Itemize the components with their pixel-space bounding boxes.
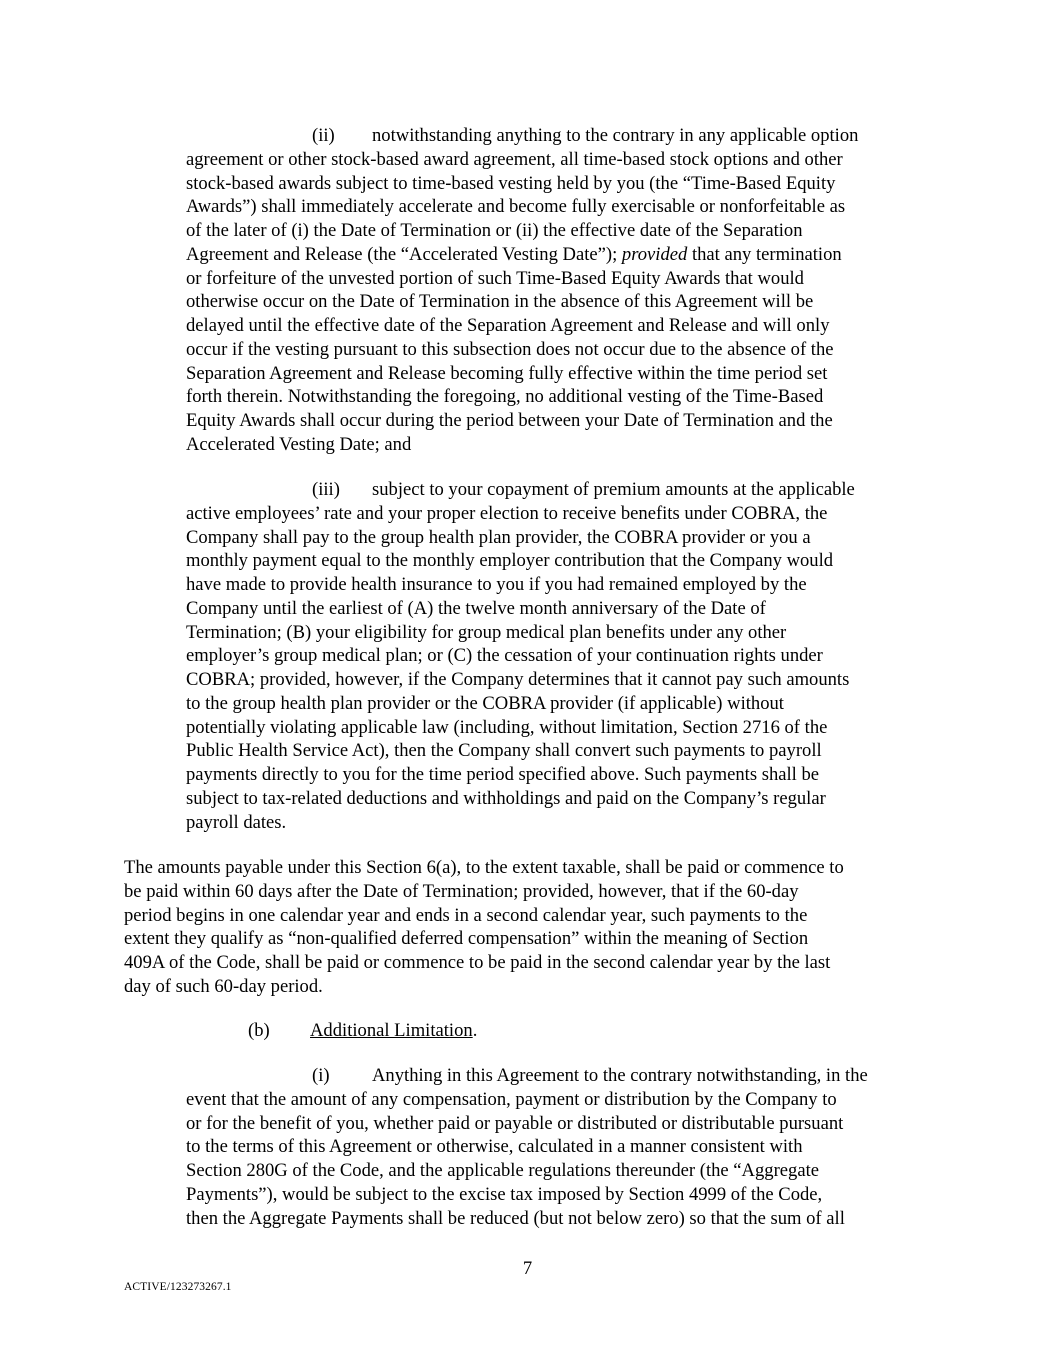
paragraph-line: stock-based awards subject to time-based vesting held by you (the “Time-Based Equity [186,172,836,194]
paragraph-payment-timing [124,856,930,999]
paragraph-line: Section 280G of the Code, and the applicable regulations thereunder (the “Aggregate [186,1160,819,1181]
paragraph-line: Company shall pay to the group health plan provider, the COBRA provider or you a [186,526,811,548]
paragraph-line: of the later of (i) the Date of Termination or (ii) the effective date of the Separation [186,220,803,241]
paragraph-line: or for the benefit of you, whether paid or payable or distributed or distributable pursuant [186,1112,844,1134]
clause-number: (iii) [312,479,340,500]
paragraph-line: employer’s group medical plan; or (C) the cessation of your continuation rights under [186,645,823,667]
paragraph-line: potentially violating applicable law (including, without limitation, Section 2716 of the [186,716,828,738]
paragraph-line: to the group health plan provider or the COBRA provider (if applicable) without [186,692,784,714]
paragraph-line: active employees’ rate and your proper election to receive benefits under COBRA, the [186,502,828,524]
paragraph-line: COBRA; provided, however, if the Company determines that it cannot pay such amounts [186,669,850,690]
paragraph-line: day of such 60-day period. [124,975,323,997]
clause-number: (ii) [312,125,335,146]
paragraph-line: agreement or other stock-based award agreement, all time-based stock options and other [186,148,843,170]
page-number: 7 [522,1258,533,1279]
italic-provided: provided [621,243,688,265]
paragraph-line: event that the amount of any compensation, payment or distribution by the Company to [186,1088,837,1110]
paragraph-line: The amounts payable under this Section 6(a), to the extent taxable, shall be paid or commence to [124,857,844,878]
paragraph-line: Equity Awards shall occur during the period between your Date of Termination and the [186,410,833,431]
paragraph-a-ii [186,124,930,457]
paragraph-line: monthly payment equal to the monthly employer contribution that the Company would [186,550,834,572]
paragraph-line: extent they qualify as “non-qualified deferred compensation” within the meaning of Section [124,928,809,950]
paragraph-line: (iii) subject to your copayment of premium amounts at the applicable [312,479,855,500]
paragraph-line: (ii) notwithstanding anything to the contrary in any applicable option [312,125,859,146]
clause-number: (i) [312,1065,330,1086]
clause-number: (b) [248,1020,270,1041]
paragraph-line: (i) Anything in this Agreement to the contrary notwithstanding, in the [312,1065,868,1086]
paragraph-a-iii [186,478,930,834]
paragraph-line: subject to tax-related deductions and withholdings and paid on the Company’s regular [186,787,826,809]
paragraph-line: payments directly to you for the time period specified above. Such payments shall be [186,764,820,785]
document-id: ACTIVE/123273267.1 [124,1281,232,1293]
paragraph-line: have made to provide health insurance to you if you had remained employed by the [186,574,807,595]
paragraph-line: 409A of the Code, shall be paid or commence to be paid in the second calendar year by the last [124,952,831,973]
paragraph-line: period begins in one calendar year and ends in a second calendar year, such payments to the [124,904,808,926]
paragraph-b-i [186,1064,930,1230]
paragraph-line: otherwise occur on the Date of Termination in the absence of this Agreement will be [186,291,814,313]
paragraph-line: Payments”), would be subject to the excise tax imposed by Section 4999 of the Code, [186,1183,823,1205]
paragraph-line: Agreement and Release (the “Accelerated Vesting Date”); provided that any termination [186,243,842,265]
paragraph-line: then the Aggregate Payments shall be reduced (but not below zero) so that the sum of all [186,1207,845,1229]
paragraph-line: to the terms of this Agreement or otherwise, calculated in a manner consistent with [186,1136,803,1158]
paragraph-line: Public Health Service Act), then the Company shall convert such payments to payroll [186,740,822,762]
paragraph-line: Awards”) shall immediately accelerate and become fully exercisable or nonforfeitable as [186,196,846,218]
paragraph-line: Separation Agreement and Release becoming fully effective within the time period set [186,362,828,384]
paragraph-line: occur if the vesting pursuant to this subsection does not occur due to the absence of the [186,338,834,360]
section-b-heading: (b) Additional Limitation. [248,1020,478,1041]
paragraph-line: Accelerated Vesting Date; and [186,433,412,455]
paragraph-line: or forfeiture of the unvested portion of such Time-Based Equity Awards that would [186,267,804,289]
paragraph-line: delayed until the effective date of the Separation Agreement and Release and will only [186,315,830,336]
paragraph-line: be paid within 60 days after the Date of Termination; provided, however, that if the 60-day [124,880,799,902]
paragraph-line: Termination; (B) your eligibility for group medical plan benefits under any other [186,621,787,643]
section-title: Additional Limitation [310,1020,473,1041]
paragraph-line: forth therein. Notwithstanding the foregoing, no additional vesting of the Time-Based [186,386,824,408]
paragraph-line: Company until the earliest of (A) the twelve month anniversary of the Date of [186,597,766,619]
paragraph-line: payroll dates. [186,811,287,833]
